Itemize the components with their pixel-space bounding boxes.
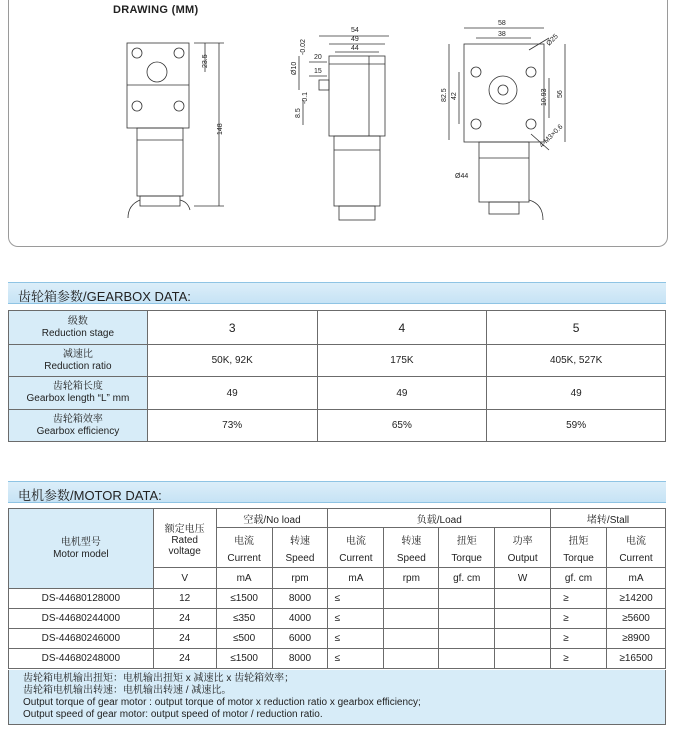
drawing-title: DRAWING (MM) <box>109 4 202 16</box>
table-row <box>9 649 666 669</box>
table-row <box>9 345 666 377</box>
row-label: 级数 Reduction stage <box>9 311 148 345</box>
model-cell: DS-44680246000 <box>9 629 154 649</box>
table-cell <box>384 629 439 649</box>
table-cell: 8000 <box>272 649 328 669</box>
unit-cell: mA <box>606 568 665 589</box>
load-group-header: 负载/Load <box>328 509 551 528</box>
voltage-header: 额定电压 Rated voltage <box>153 509 216 568</box>
unit-cell: mA <box>328 568 384 589</box>
note-line: Output torque of gear motor : output torque of motor x reduction ratio x gearbox efficiency; <box>23 697 421 708</box>
table-cell: 3 <box>147 311 317 345</box>
row-label: 减速比 Reduction ratio <box>9 345 148 377</box>
dim-label: Ø44 <box>455 173 469 180</box>
sub-header: 扭矩 Torque <box>439 528 495 568</box>
table-cell <box>495 649 551 669</box>
unit-cell: V <box>153 568 216 589</box>
dim-label: 8.5 <box>295 108 302 118</box>
note-line: 齿轮箱电机输出转速：电机输出转速 / 减速比。 <box>23 685 232 696</box>
table-cell <box>495 589 551 609</box>
motor-header-label: 电机参数/MOTOR DATA: <box>18 488 162 503</box>
dim-label: 10.93 <box>541 88 548 106</box>
motor-header <box>8 481 666 503</box>
table-row <box>9 410 666 442</box>
stall-group-header: 堵转/Stall <box>551 509 666 528</box>
dim-label: Ø25 <box>545 33 560 48</box>
unit-cell: mA <box>216 568 272 589</box>
table-cell: ≥14200 <box>606 589 665 609</box>
table-cell: ≤350 <box>216 609 272 629</box>
gearbox-header <box>8 282 666 304</box>
dim-label: 15 <box>314 68 322 75</box>
table-row <box>9 377 666 410</box>
table-cell <box>439 629 495 649</box>
table-cell: 49 <box>147 377 317 410</box>
sub-header: 电流 Current <box>606 528 665 568</box>
table-cell: 4000 <box>272 609 328 629</box>
table-cell: 405K, 527K <box>487 345 666 377</box>
table-cell: 24 <box>153 629 216 649</box>
table-cell <box>439 589 495 609</box>
model-cell: DS-44680244000 <box>9 609 154 629</box>
unit-cell: rpm <box>384 568 439 589</box>
dim-label: 82.5 <box>441 88 448 102</box>
table-cell: 24 <box>153 649 216 669</box>
table-cell: 5 <box>487 311 666 345</box>
dim-label: 4-M3×0.6 <box>538 123 565 150</box>
table-row <box>9 311 666 345</box>
table-cell: 8000 <box>272 589 328 609</box>
motor-notes <box>8 670 666 725</box>
sub-header: 转速 Speed <box>384 528 439 568</box>
technical-drawing <box>9 0 667 246</box>
gearbox-header-label: 齿轮箱参数/GEARBOX DATA: <box>18 289 191 304</box>
table-cell: ≥ <box>551 649 607 669</box>
dim-label: 56 <box>557 90 564 98</box>
dim-label: 148 <box>217 123 224 135</box>
motor-table <box>8 508 666 669</box>
row-label: 齿轮箱长度 Gearbox length “L” mm <box>9 377 148 410</box>
dim-label: 38 <box>498 31 506 38</box>
dim-label: 58 <box>498 20 506 27</box>
dim-label: 23.5 <box>202 54 209 68</box>
table-cell: 73% <box>147 410 317 442</box>
table-cell <box>495 629 551 649</box>
unit-cell: gf. cm <box>551 568 607 589</box>
drawing-panel <box>8 0 668 247</box>
unit-cell: W <box>495 568 551 589</box>
dim-label: -0.1 <box>302 91 309 104</box>
table-cell: ≥5600 <box>606 609 665 629</box>
sub-header: 功率 Output <box>495 528 551 568</box>
table-cell: ≥ <box>551 609 607 629</box>
table-row <box>9 589 666 609</box>
unit-cell: rpm <box>272 568 328 589</box>
table-cell: 49 <box>487 377 666 410</box>
dim-label: -0.02 <box>300 39 307 55</box>
table-cell: ≤ <box>328 609 384 629</box>
table-cell: ≥ <box>551 629 607 649</box>
table-cell <box>495 609 551 629</box>
table-cell: ≤ <box>328 629 384 649</box>
table-cell <box>439 649 495 669</box>
note-line: Output speed of gear motor: output speed of motor / reduction ratio. <box>23 709 323 720</box>
sub-header: 转速 Speed <box>272 528 328 568</box>
table-cell <box>384 609 439 629</box>
table-row <box>9 609 666 629</box>
table-cell <box>439 609 495 629</box>
unit-cell: gf. cm <box>439 568 495 589</box>
dim-label: 54 <box>351 27 359 34</box>
sub-header: 电流 Current <box>216 528 272 568</box>
table-row <box>9 629 666 649</box>
note-line: 齿轮箱电机输出扭矩：电机输出扭矩 x 减速比 x 齿轮箱效率； <box>23 673 295 684</box>
model-cell: DS-44680128000 <box>9 589 154 609</box>
dim-label: 44 <box>351 45 359 52</box>
motor-model-header: 电机型号 Motor model <box>9 509 154 589</box>
table-cell: ≥ <box>551 589 607 609</box>
sub-header: 电流 Current <box>328 528 384 568</box>
table-cell: ≤ <box>328 649 384 669</box>
table-cell: 12 <box>153 589 216 609</box>
model-cell: DS-44680248000 <box>9 649 154 669</box>
row-label: 齿轮箱效率 Gearbox efficiency <box>9 410 148 442</box>
table-cell: ≤ <box>328 589 384 609</box>
table-cell: 4 <box>317 311 487 345</box>
table-row <box>9 509 666 528</box>
table-cell: 49 <box>317 377 487 410</box>
table-cell: ≥16500 <box>606 649 665 669</box>
table-cell: 59% <box>487 410 666 442</box>
table-cell: ≥8900 <box>606 629 665 649</box>
table-cell: 65% <box>317 410 487 442</box>
table-cell: 50K, 92K <box>147 345 317 377</box>
table-cell: ≤500 <box>216 629 272 649</box>
table-cell: 24 <box>153 609 216 629</box>
table-cell: ≤1500 <box>216 649 272 669</box>
dim-label: 42 <box>451 92 458 100</box>
table-cell: 6000 <box>272 629 328 649</box>
noload-group-header: 空载/No load <box>216 509 328 528</box>
table-cell <box>384 589 439 609</box>
table-cell: 175K <box>317 345 487 377</box>
dim-label: Ø10 <box>291 61 298 75</box>
table-cell <box>384 649 439 669</box>
dim-label: 20 <box>314 54 322 61</box>
table-cell: ≤1500 <box>216 589 272 609</box>
dim-label: 49 <box>351 36 359 43</box>
sub-header: 扭矩 Torque <box>551 528 607 568</box>
gearbox-table <box>8 310 666 442</box>
